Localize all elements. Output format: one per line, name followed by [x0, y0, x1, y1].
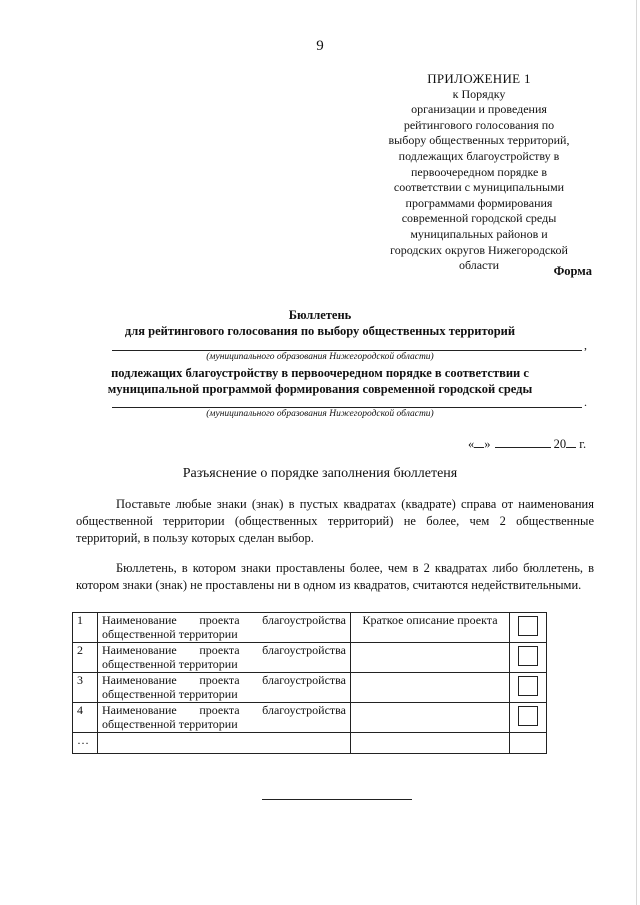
- vote-cell: [510, 733, 547, 754]
- project-name: Наименование проекта благоустройства общественной территории: [98, 643, 351, 673]
- project-name: [98, 733, 351, 754]
- appendix-line: первоочередном порядке в: [410, 164, 547, 179]
- table-row: [73, 703, 547, 733]
- vote-cell: [510, 673, 547, 703]
- footer-divider: [262, 799, 412, 800]
- appendix-line: современной городской среды: [401, 211, 557, 226]
- appendix-line: городских округов Нижегородской: [390, 242, 568, 257]
- project-name: Наименование проекта благоустройства общественной территории: [98, 613, 351, 643]
- date-quote-close: »: [484, 437, 491, 451]
- month-fill: [495, 436, 551, 448]
- ballot-purpose-line1: подлежащих благоустройству в первоочередном порядке в соответствии с: [111, 366, 529, 380]
- row-number: 4: [73, 703, 98, 733]
- table-row: [73, 733, 547, 754]
- appendix-line: подлежащих благоустройству в: [398, 148, 560, 163]
- row-number: 1: [73, 613, 98, 643]
- row-number: 2: [73, 643, 98, 673]
- appendix-line: выбору общественных территорий,: [388, 133, 570, 148]
- appendix-line: рейтингового голосования по: [403, 117, 555, 132]
- vote-checkbox[interactable]: [518, 646, 538, 666]
- description-cell: [351, 703, 510, 733]
- instruction-paragraph: Поставьте любые знаки (знак) в пустых квадратах (квадрате) справа от наименования общественной территории (общественных территорий) не более, чем 2 общественные территорий, в пользу которых сделан выбор.: [76, 497, 594, 545]
- row-number: 3: [73, 673, 98, 703]
- appendix-line: муниципальных районов и: [410, 226, 548, 241]
- vote-cell: [510, 643, 547, 673]
- fill-line-comma: ,: [584, 338, 587, 352]
- municipality-caption: (муниципального образования Нижегородской области): [206, 352, 434, 362]
- table-row: [73, 643, 547, 673]
- fill-line-period: .: [584, 395, 587, 409]
- form-label: Форма: [553, 264, 592, 278]
- ballot-subtitle: для рейтингового голосования по выбору общественных территорий: [124, 324, 516, 338]
- vote-checkbox[interactable]: [518, 676, 538, 696]
- appendix-header: [362, 71, 596, 274]
- date-year-suffix: г.: [579, 437, 587, 451]
- vote-checkbox[interactable]: [518, 616, 538, 636]
- description-header: Краткое описание проекта: [351, 613, 510, 643]
- description-cell: [351, 733, 510, 754]
- appendix-line: программами формирования: [405, 195, 553, 210]
- project-name: Наименование проекта благоустройства общественной территории: [98, 703, 351, 733]
- appendix-line: области: [458, 258, 500, 273]
- vote-checkbox[interactable]: [518, 706, 538, 726]
- appendix-line: организации и проведения: [411, 102, 547, 117]
- explanation-heading: Разъяснение о порядке заполнения бюллетеня: [182, 466, 458, 481]
- description-cell: [351, 673, 510, 703]
- ballot-table: [72, 612, 547, 754]
- row-number: …: [73, 733, 98, 754]
- ballot-title: Бюллетень: [288, 308, 352, 322]
- page-number: 9: [316, 38, 324, 54]
- municipality-fill-line: [112, 350, 582, 351]
- vote-cell: [510, 703, 547, 733]
- municipality-caption: (муниципального образования Нижегородской области): [206, 409, 434, 419]
- date-year-prefix: 20: [553, 437, 567, 451]
- vote-cell: [510, 613, 547, 643]
- date-line: [468, 436, 586, 452]
- year-fill: [566, 436, 576, 448]
- ballot-purpose-line2: муниципальной программой формирования современной городской среды: [107, 382, 533, 396]
- page-edge: [636, 0, 637, 905]
- municipality-fill-line: [112, 407, 582, 408]
- description-cell: [351, 643, 510, 673]
- appendix-line: к Порядку: [452, 86, 506, 101]
- appendix-title: ПРИЛОЖЕНИЕ 1: [427, 71, 531, 86]
- day-fill: [474, 436, 484, 448]
- table-row: [73, 673, 547, 703]
- project-name: Наименование проекта благоустройства общественной территории: [98, 673, 351, 703]
- appendix-line: соответствии с муниципальными: [393, 180, 565, 195]
- invalid-ballot-paragraph: Бюллетень, в котором знаки проставлены более, чем в 2 квадратах либо бюллетень, в котором знаки (знак) не проставлены ни в одном из квадратов, считаются недействительными.: [76, 561, 594, 592]
- table-row: [73, 613, 547, 643]
- date-quote-open: «: [468, 437, 475, 451]
